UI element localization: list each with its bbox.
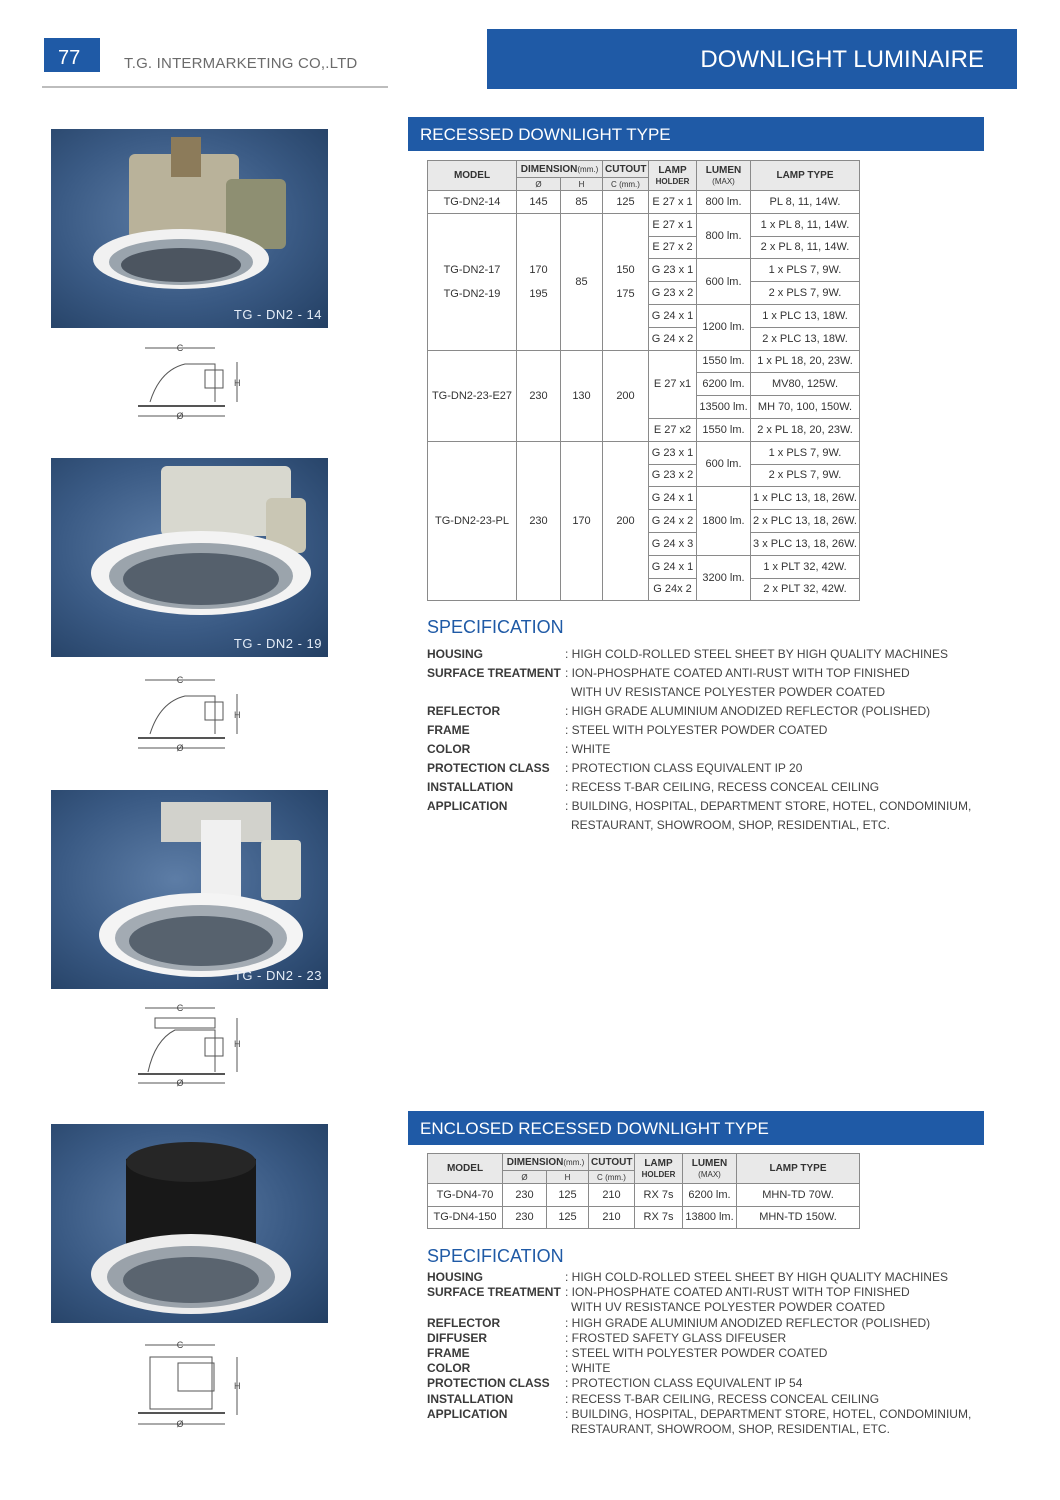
table-row: [428, 350, 860, 373]
table-cell: E 27 x1: [649, 350, 697, 418]
header-cutout: CUTOUT: [603, 161, 649, 178]
spec-item: [427, 759, 987, 778]
table-cell: 2 x PLC 13, 18, 26W.: [751, 510, 860, 533]
table-row: [428, 1184, 860, 1207]
table-cell: MHN-TD 70W.: [737, 1184, 860, 1207]
table-cell: E 27 x 1: [649, 191, 697, 214]
recessed-section-title: RECESSED DOWNLIGHT TYPE: [408, 117, 984, 151]
table-cell: G 24 x 1: [649, 487, 697, 510]
table-cell: G 23 x 1: [649, 441, 697, 464]
text-field: C: [597, 1172, 603, 1182]
table-cell: 2 x PLT 32, 42W.: [751, 578, 860, 601]
header-lamp-type: LAMP TYPE: [737, 1154, 860, 1184]
table-cell: TG-DN4-150: [428, 1206, 503, 1229]
text-field: C: [611, 179, 617, 189]
table-row: [428, 1154, 860, 1171]
table-row: [428, 1206, 860, 1229]
spec-item: [427, 1376, 987, 1391]
text-field: APPLICATION: [427, 799, 508, 813]
spec-item: [427, 645, 987, 664]
dim-dia: Ø: [176, 1078, 184, 1088]
table-cell: 1200 lm.: [697, 304, 751, 350]
table-cell: 1 x PL 18, 20, 23W.: [751, 350, 860, 373]
header-dia: Ø: [503, 1171, 547, 1184]
table-cell: TG-DN2-14: [428, 191, 517, 214]
table-cell: 1 x PLC 13, 18W.: [751, 304, 860, 327]
text-field: HOUSING: [427, 1270, 484, 1284]
table-cell: 13500 lm.: [697, 396, 751, 419]
dim-dia: Ø: [176, 743, 184, 753]
spec-item: [427, 740, 987, 759]
table-cell: E 27 x2: [649, 418, 697, 441]
table-cell: 230: [517, 441, 561, 601]
table-cell: 800 lm.: [697, 213, 751, 259]
product-photo-dn2-19: [51, 458, 328, 657]
table-cell: 1 x PLT 32, 42W.: [751, 555, 860, 578]
dim-h: H: [234, 1381, 241, 1391]
text-field: : RECESS T-BAR CEILING, RECESS CONCEAL CEILING: [565, 780, 880, 794]
table-cell: 130: [561, 350, 603, 441]
table-cell: 125: [547, 1206, 589, 1229]
header-lamp-holder: [635, 1154, 683, 1184]
text-field: SURFACE TREATMENT: [427, 666, 561, 680]
header-h: H: [561, 178, 603, 191]
table-cell: G 23 x 2: [649, 282, 697, 305]
text-field: HOUSING: [427, 647, 484, 661]
table-cell: 13800 lm.: [683, 1206, 737, 1229]
header-lamp-holder: [649, 161, 697, 191]
text-field: : ION-PHOSPHATE COATED ANTI-RUST WITH TOP FINISHED: [565, 1285, 910, 1300]
spec-item-cont: WITH UV RESISTANCE POLYESTER POWDER COATED: [571, 685, 886, 699]
text-field: PROTECTION CLASS: [427, 761, 550, 775]
table-cell: 2 x PL 8, 11, 14W.: [751, 236, 860, 259]
text-field: : HIGH GRADE ALUMINIUM ANODIZED REFLECTOR (POLISHED): [565, 704, 931, 718]
spec-item: [427, 797, 987, 816]
table-cell: TG-DN2-23-PL: [428, 441, 517, 601]
text-field: APPLICATION: [427, 1406, 508, 1421]
recessed-spec-list: [427, 645, 987, 835]
text-field: REFLECTOR: [427, 1315, 501, 1330]
text-field: (mm.): [619, 179, 640, 189]
dimension-drawing-dn2-19: [130, 672, 250, 762]
text-field: (mm.): [563, 1157, 585, 1167]
table-cell: 230: [503, 1206, 547, 1229]
table-cell: 6200 lm.: [683, 1184, 737, 1207]
table-cell: 600 lm.: [697, 441, 751, 487]
text-field: : PROTECTION CLASS EQUIVALENT IP 54: [565, 1376, 803, 1391]
text-field: DIMENSION: [520, 163, 578, 175]
text-field: HOLDER: [655, 176, 690, 186]
text-field: : FROSTED SAFETY GLASS DIFEUSER: [565, 1330, 787, 1345]
text-field: TG-DN2-17: [443, 263, 501, 276]
enclosed-spec-table: [427, 1153, 860, 1229]
spec-item: [427, 1285, 987, 1300]
table-cell: G 24 x 1: [649, 555, 697, 578]
text-field: SURFACE TREATMENT: [427, 1285, 561, 1300]
text-field: : STEEL WITH POLYESTER POWDER COATED: [565, 1346, 828, 1361]
spec-item-cont: RESTAURANT, SHOWROOM, SHOP, RESIDENTIAL, ETC.: [571, 1422, 890, 1437]
spec-item: [427, 664, 987, 683]
spec-item: [427, 1316, 987, 1331]
table-cell: E 27 x 2: [649, 236, 697, 259]
table-cell: G 24 x 2: [649, 510, 697, 533]
table-cell: 230: [517, 350, 561, 441]
recessed-spec-table: [427, 160, 860, 601]
table-cell: E 27 x 1: [649, 213, 697, 236]
table-cell: PL 8, 11, 14W.: [751, 191, 860, 214]
recessed-spec-title: SPECIFICATION: [427, 617, 564, 637]
header-cutout-sub: [589, 1171, 635, 1184]
header-dimension: [517, 161, 603, 178]
table-cell: RX 7s: [635, 1184, 683, 1207]
dim-c: C: [176, 675, 184, 685]
table-cell: 125: [603, 191, 649, 214]
text-field: 170: [529, 263, 548, 276]
table-cell: 1 x PLC 13, 18, 26W.: [751, 487, 860, 510]
text-field: FRAME: [427, 1346, 470, 1361]
text-field: : WHITE: [565, 1361, 611, 1376]
text-field: LUMEN: [705, 164, 742, 176]
dim-dia: Ø: [176, 411, 184, 421]
table-cell: 210: [589, 1206, 635, 1229]
text-field: INSTALLATION: [427, 1391, 514, 1406]
table-cell: 1 x PLS 7, 9W.: [751, 441, 860, 464]
dimension-drawing-dn4: [130, 1337, 250, 1432]
spec-item: [427, 1331, 987, 1346]
table-cell: G 23 x 1: [649, 259, 697, 282]
enclosed-spec-title: SPECIFICATION: [427, 1246, 564, 1266]
page-number: 77: [44, 38, 100, 72]
spec-item-cont: WITH UV RESISTANCE POLYESTER POWDER COATED: [571, 1300, 886, 1315]
table-cell: 800 lm.: [697, 191, 751, 214]
header-model: MODEL: [428, 161, 517, 191]
enclosed-spec-list: [427, 1270, 987, 1437]
text-field: : ION-PHOSPHATE COATED ANTI-RUST WITH TOP FINISHED: [565, 666, 910, 680]
table-cell: 125: [547, 1184, 589, 1207]
dim-h: H: [234, 378, 241, 388]
table-cell: [603, 213, 649, 350]
table-cell: 85: [561, 191, 603, 214]
table-cell: [517, 213, 561, 350]
product-photo-dn2-23: [51, 790, 328, 989]
company-name: T.G. INTERMARKETING CO,.LTD: [124, 55, 358, 72]
table-cell: 230: [503, 1184, 547, 1207]
table-cell: 2 x PLC 13, 18W.: [751, 327, 860, 350]
table-row: [428, 191, 860, 214]
text-field: (mm.): [605, 1172, 626, 1182]
text-field: LAMP: [644, 1157, 673, 1169]
spec-item: [427, 1270, 987, 1285]
text-field: : BUILDING, HOSPITAL, DEPARTMENT STORE, HOTEL, CONDOMINIUM,: [565, 799, 972, 813]
text-field: DIFFUSER: [427, 1330, 487, 1345]
text-field: : RECESS T-BAR CEILING, RECESS CONCEAL CEILING: [565, 1391, 880, 1406]
table-cell: 1800 lm.: [697, 487, 751, 555]
text-field: REFLECTOR: [427, 704, 501, 718]
header-rule: [42, 86, 388, 88]
text-field: 175: [616, 287, 635, 300]
text-field: 150: [616, 263, 635, 276]
table-cell: 200: [603, 441, 649, 601]
table-cell: G 23 x 2: [649, 464, 697, 487]
table-cell: MHN-TD 150W.: [737, 1206, 860, 1229]
spec-item: [427, 778, 987, 797]
text-field: TG-DN2-19: [443, 287, 501, 300]
table-cell: 3200 lm.: [697, 555, 751, 601]
text-field: : HIGH GRADE ALUMINIUM ANODIZED REFLECTOR (POLISHED): [565, 1315, 931, 1330]
text-field: : PROTECTION CLASS EQUIVALENT IP 20: [565, 761, 803, 775]
header-h: H: [547, 1171, 589, 1184]
table-cell: G 24x 2: [649, 578, 697, 601]
dimension-drawing-dn2-14: [130, 340, 250, 430]
spec-item: [427, 1407, 987, 1422]
dimension-drawing-dn2-23: [130, 1000, 250, 1090]
photo-caption: TG - DN2 - 23: [233, 968, 322, 983]
table-cell: 170: [561, 441, 603, 601]
table-row: [428, 441, 860, 464]
product-photo-dn2-14: [51, 129, 328, 328]
table-cell: G 24 x 3: [649, 532, 697, 555]
dim-c: C: [176, 343, 184, 353]
text-field: INSTALLATION: [427, 780, 514, 794]
product-photo-dn4: [51, 1124, 328, 1323]
page-title: DOWNLIGHT LUMINAIRE: [487, 29, 1017, 89]
table-cell: 145: [517, 191, 561, 214]
table-cell: 1550 lm.: [697, 418, 751, 441]
table-cell: 1 x PLS 7, 9W.: [751, 259, 860, 282]
table-cell: 600 lm.: [697, 259, 751, 305]
table-cell: 1 x PL 8, 11, 14W.: [751, 213, 860, 236]
dim-h: H: [234, 1039, 241, 1049]
table-row: [428, 161, 860, 178]
text-field: HOLDER: [641, 1169, 676, 1179]
header-cutout: CUTOUT: [589, 1154, 635, 1171]
table-cell: 200: [603, 350, 649, 441]
downlight-illustration: [51, 458, 328, 657]
text-field: (mm.): [577, 164, 599, 174]
header-model: MODEL: [428, 1154, 503, 1184]
text-field: DIMENSION: [506, 1156, 564, 1168]
table-cell: MV80, 125W.: [751, 373, 860, 396]
table-cell: 3 x PLC 13, 18, 26W.: [751, 532, 860, 555]
spec-item: [427, 1346, 987, 1361]
photo-caption: TG - DN2 - 14: [233, 307, 322, 322]
table-cell: 210: [589, 1184, 635, 1207]
header-lumen: [697, 161, 751, 191]
text-field: : HIGH COLD-ROLLED STEEL SHEET BY HIGH QUALITY MACHINES: [565, 1270, 948, 1284]
table-cell: MH 70, 100, 150W.: [751, 396, 860, 419]
table-cell: 2 x PLS 7, 9W.: [751, 464, 860, 487]
text-field: COLOR: [427, 1361, 471, 1376]
dim-dia: Ø: [176, 1419, 184, 1429]
downlight-illustration: [51, 129, 328, 328]
table-cell: 2 x PLS 7, 9W.: [751, 282, 860, 305]
dim-h: H: [234, 710, 241, 720]
text-field: LUMEN: [691, 1157, 728, 1169]
text-field: COLOR: [427, 742, 471, 756]
header-dimension: [503, 1154, 589, 1171]
spec-item: [427, 702, 987, 721]
table-cell: G 24 x 2: [649, 327, 697, 350]
table-cell: 1550 lm.: [697, 350, 751, 373]
spec-item: [427, 1392, 987, 1407]
table-cell: 85: [561, 213, 603, 350]
downlight-illustration: [51, 790, 328, 989]
text-field: (MAX): [712, 176, 735, 186]
text-field: PROTECTION CLASS: [427, 1376, 550, 1391]
table-cell: 6200 lm.: [697, 373, 751, 396]
spec-item: [427, 1361, 987, 1376]
enclosed-section-title: ENCLOSED RECESSED DOWNLIGHT TYPE: [408, 1111, 984, 1145]
text-field: : HIGH COLD-ROLLED STEEL SHEET BY HIGH QUALITY MACHINES: [565, 647, 948, 661]
table-cell: G 24 x 1: [649, 304, 697, 327]
dim-c: C: [176, 1003, 184, 1013]
text-field: LAMP: [658, 164, 687, 176]
text-field: 195: [529, 287, 548, 300]
table-cell: TG-DN2-23-E27: [428, 350, 517, 441]
spec-item-cont: RESTAURANT, SHOWROOM, SHOP, RESIDENTIAL, ETC.: [571, 818, 890, 832]
text-field: : STEEL WITH POLYESTER POWDER COATED: [565, 723, 828, 737]
dim-c: C: [176, 1340, 184, 1350]
header-lumen: [683, 1154, 737, 1184]
text-field: : WHITE: [565, 742, 611, 756]
header-dia: Ø: [517, 178, 561, 191]
text-field: FRAME: [427, 723, 470, 737]
table-cell: 2 x PL 18, 20, 23W.: [751, 418, 860, 441]
table-row: [428, 213, 860, 236]
text-field: (MAX): [698, 1169, 721, 1179]
table-cell: RX 7s: [635, 1206, 683, 1229]
photo-caption: TG - DN2 - 19: [233, 636, 322, 651]
text-field: : BUILDING, HOSPITAL, DEPARTMENT STORE, HOTEL, CONDOMINIUM,: [565, 1406, 972, 1421]
header-lamp-type: LAMP TYPE: [751, 161, 860, 191]
model-dn2-17-19: [428, 213, 517, 350]
spec-item: [427, 721, 987, 740]
downlight-illustration: [51, 1124, 328, 1323]
header-cutout-sub: [603, 178, 649, 191]
table-cell: TG-DN4-70: [428, 1184, 503, 1207]
